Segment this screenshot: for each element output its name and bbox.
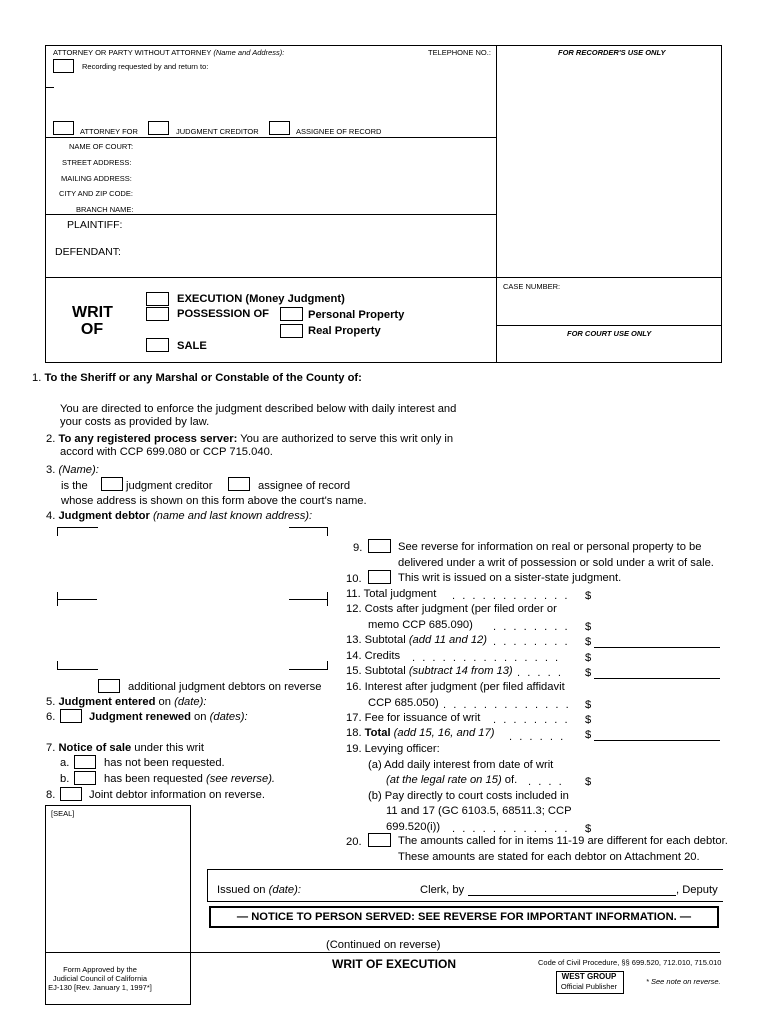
item-7a-label: has not been requested.: [104, 757, 225, 769]
item-18-leader: . . . . . .: [509, 731, 566, 743]
item-17-label: 17. Fee for issuance of writ: [346, 712, 481, 724]
sale-checkbox[interactable]: [146, 338, 169, 352]
additional-debtors-checkbox[interactable]: [98, 679, 120, 693]
item-19a-line2: [386, 774, 517, 786]
item-1-body-line1: You are directed to enforce the judgment described below with daily interest and: [60, 403, 457, 415]
code-reference: Code of Civil Procedure, §§ 699.520, 712.010, 715.010: [538, 958, 722, 967]
item-18-label: [346, 727, 494, 739]
real-property-label: Real Property: [308, 325, 381, 337]
debtor-bracket-tl: [57, 527, 98, 536]
item-18-number: 18.: [346, 727, 365, 739]
item-3-jc-checkbox[interactable]: [101, 477, 123, 491]
item-10-label: This writ is issued on a sister-state judgment.: [398, 572, 622, 584]
header-divider-court: [45, 214, 497, 215]
item-9-checkbox[interactable]: [368, 539, 391, 553]
item-19a-hint: (at the legal rate on 15): [386, 774, 502, 786]
execution-checkbox[interactable]: [146, 292, 169, 306]
approval-block: [30, 965, 170, 992]
item-15-hint: (subtract 14 from 13): [408, 665, 513, 677]
continued-label: (Continued on reverse): [326, 939, 441, 951]
item-3-jc-label: judgment creditor: [126, 480, 213, 492]
item-19-label: 19. Levying officer:: [346, 743, 440, 755]
item-5: [46, 696, 206, 708]
debtor-bracket-mr-line: [289, 599, 327, 600]
item-3-assignee-label: assignee of record: [258, 480, 351, 492]
execution-label: EXECUTION (Money Judgment): [177, 293, 345, 305]
attorney-label-text: ATTORNEY OR PARTY WITHOUT ATTORNEY: [53, 48, 212, 57]
item-18-dollar: $: [585, 729, 592, 741]
item-6-checkbox[interactable]: [60, 709, 82, 723]
item-6-number: 6.: [46, 711, 56, 723]
item-11-label: 11. Total judgment: [346, 588, 437, 600]
item-5-bold: Judgment entered: [58, 696, 156, 708]
item-8-checkbox[interactable]: [60, 787, 82, 801]
item-1-text: To the Sheriff or any Marshal or Constable of the County of:: [44, 372, 362, 384]
debtor-bracket-br: [289, 661, 328, 670]
item-7b-text: has been requested: [104, 773, 207, 785]
item-12-leader: . . . . . . . .: [493, 621, 570, 633]
item-16-label-line1: 16. Interest after judgment (per filed affidavit: [346, 681, 565, 693]
item-9-number: 9.: [353, 542, 363, 554]
judgment-creditor-label: JUDGMENT CREDITOR: [176, 127, 259, 136]
item-7a-letter: a.: [60, 757, 70, 769]
item-20-line1: The amounts called for in items 11-19 are different for each debtor.: [398, 835, 728, 847]
item-15-dollar: $: [585, 667, 592, 679]
recorder-use-label: FOR RECORDER'S USE ONLY: [558, 48, 666, 57]
see-note: * See note on reverse.: [646, 977, 721, 986]
item-8-number: 8.: [46, 789, 56, 801]
publisher-line1: WEST GROUP: [561, 972, 617, 981]
item-9-line1: See reverse for information on real or personal property to be: [398, 541, 702, 553]
item-19b-line1: (b) Pay directly to court costs included in: [368, 790, 569, 802]
item-2-number: 2.: [46, 433, 56, 445]
item-9-line2: delivered under a writ of possession or sold under a writ of sale.: [398, 557, 714, 569]
form-title: WRIT OF EXECUTION: [332, 957, 456, 971]
item-3: [46, 464, 99, 476]
possession-checkbox[interactable]: [146, 307, 169, 321]
possession-label: POSSESSION OF: [177, 308, 270, 320]
issued-on-text: Issued on: [217, 884, 269, 896]
clerk-by-label: Clerk, by: [420, 884, 465, 896]
item-8-label: Joint debtor information on reverse.: [89, 789, 265, 801]
item-3-name-label: (Name):: [58, 464, 99, 476]
item-17-leader: . . . . . . . .: [493, 714, 570, 726]
plaintiff-label: PLAINTIFF:: [67, 219, 123, 231]
item-7-number: 7.: [46, 742, 56, 754]
sale-label: SALE: [177, 340, 207, 352]
item-19a-line1: (a) Add daily interest from date of writ: [368, 759, 554, 771]
item-18-hint: (add 15, 16, and 17): [390, 727, 495, 739]
approval-line3: EJ-130 [Rev. January 1, 1997*]: [48, 983, 152, 992]
item-11-dollar: $: [585, 590, 592, 602]
item-4-number: 4.: [46, 510, 56, 522]
item-13-amount-line[interactable]: [594, 647, 720, 648]
item-6: [89, 711, 248, 723]
item-5-on: on: [155, 696, 175, 708]
approval-line1: Form Approved by the: [63, 965, 137, 974]
item-12-label-line1: 12. Costs after judgment (per filed order or: [346, 603, 557, 615]
item-20-line2: These amounts are stated for each debtor on Attachment 20.: [398, 851, 700, 863]
item-4-bold: Judgment debtor: [58, 510, 150, 522]
item-3-number: 3.: [46, 464, 56, 476]
attorney-label: [53, 48, 284, 57]
item-2-line2: accord with CCP 699.080 or CCP 715.040.: [60, 446, 273, 458]
debtor-bracket-ml-line: [57, 599, 97, 600]
writ-title: [72, 304, 112, 338]
item-19a-dollar: $: [585, 776, 592, 788]
assignee-label: ASSIGNEE OF RECORD: [296, 127, 382, 136]
recording-checkbox[interactable]: [53, 59, 74, 73]
item-20-checkbox[interactable]: [368, 833, 391, 847]
item-2-bold: To any registered process server:: [58, 433, 238, 445]
item-7b-checkbox[interactable]: [74, 771, 96, 785]
writ-title-line2: OF: [80, 321, 104, 338]
footer-rule: [45, 952, 720, 953]
item-15-leader: . . . . .: [517, 667, 563, 679]
item-13-leader: . . . . . . . .: [493, 636, 570, 648]
item-14-leader: . . . . . . . . . . . . . . .: [412, 652, 561, 664]
publisher-line2: Official Publisher: [560, 982, 618, 991]
header-divider-court-use: [496, 325, 722, 326]
personal-property-label: Personal Property: [308, 309, 405, 321]
item-12-dollar: $: [585, 621, 592, 633]
deputy-label: , Deputy: [676, 884, 718, 896]
item-19a-text: of.: [501, 774, 518, 786]
street-address-label: STREET ADDRESS:: [62, 158, 132, 167]
item-16-leader: . . . . . . . . . . . . .: [443, 699, 571, 711]
debtor-bracket-tr: [289, 527, 328, 536]
item-6-hint: (dates):: [209, 711, 248, 723]
item-5-hint: (date):: [174, 696, 207, 708]
court-use-label: FOR COURT USE ONLY: [567, 329, 652, 338]
real-property-checkbox[interactable]: [280, 324, 303, 338]
item-18-bold: Total: [364, 727, 391, 739]
item-7b-hint: (see reverse).: [206, 773, 276, 785]
issued-on-label: [217, 884, 301, 896]
item-7-bold: Notice of sale: [58, 742, 132, 754]
defendant-label: DEFENDANT:: [55, 246, 121, 258]
item-13-hint: (add 11 and 12): [408, 634, 487, 646]
item-17-dollar: $: [585, 714, 592, 726]
item-1-body-line2: your costs as provided by law.: [60, 416, 210, 428]
item-16-label-line2: CCP 685.050): [368, 697, 439, 709]
item-18-amount-line[interactable]: [594, 740, 720, 741]
item-7b-letter: b.: [60, 773, 70, 785]
seal-label: [SEAL]: [51, 809, 75, 818]
item-13-label: [346, 634, 487, 646]
item-15-text: 15. Subtotal: [346, 665, 409, 677]
item-14-label: 14. Credits: [346, 650, 401, 662]
additional-debtors-label: additional judgment debtors on reverse: [128, 681, 322, 693]
judgment-creditor-checkbox[interactable]: [148, 121, 169, 135]
item-2-text: You are authorized to serve this writ only in: [237, 433, 454, 445]
item-13-text: 13. Subtotal: [346, 634, 409, 646]
item-19b-line2: 11 and 17 (GC 6103.5, 68511.3; CCP: [386, 805, 572, 817]
item-19b-line3: 699.520(i)): [386, 821, 441, 833]
attorney-label-hint: (Name and Address):: [213, 48, 285, 57]
item-3-line3: whose address is shown on this form above the court's name.: [61, 495, 367, 507]
item-12-label-line2: memo CCP 685.090): [368, 619, 473, 631]
item-5-number: 5.: [46, 696, 56, 708]
telephone-label: TELEPHONE NO.:: [428, 48, 491, 57]
debtor-bracket-bl: [57, 661, 98, 670]
branch-name-label: BRANCH NAME:: [76, 205, 134, 214]
assignee-checkbox[interactable]: [269, 121, 290, 135]
item-3-is-the: is the: [61, 480, 88, 492]
clerk-signature-line[interactable]: [468, 895, 676, 896]
header-right-divider: [496, 45, 497, 363]
personal-property-checkbox[interactable]: [280, 307, 303, 321]
header-divider-recorder: [45, 137, 497, 138]
item-20-number: 20.: [346, 836, 362, 848]
header-divider-parties: [45, 277, 722, 278]
item-4-hint: (name and last known address):: [152, 510, 313, 522]
attorney-for-label: ATTORNEY FOR: [80, 127, 138, 136]
item-6-bold: Judgment renewed: [89, 711, 191, 723]
address-bracket-mark: [45, 87, 54, 88]
attorney-for-checkbox[interactable]: [53, 121, 74, 135]
item-7: [46, 742, 204, 754]
item-16-dollar: $: [585, 699, 592, 711]
item-3-assignee-checkbox[interactable]: [228, 477, 250, 491]
item-10-checkbox[interactable]: [368, 570, 391, 584]
notice-text: — NOTICE TO PERSON SERVED: SEE REVERSE FOR IMPORTANT INFORMATION. —: [236, 911, 692, 923]
item-2: [46, 433, 453, 445]
item-19b-dollar: $: [585, 823, 592, 835]
item-13-dollar: $: [585, 636, 592, 648]
item-15-amount-line[interactable]: [594, 678, 720, 679]
mailing-address-label: MAILING ADDRESS:: [61, 174, 132, 183]
recording-label: Recording requested by and return to:: [82, 62, 209, 71]
item-1: [32, 372, 362, 384]
issued-on-hint: (date):: [268, 884, 301, 896]
writ-title-line1: WRIT: [72, 304, 113, 321]
item-7b-label: [104, 773, 275, 785]
item-19b-leader: . . . . . . . . . . . .: [452, 823, 570, 835]
item-1-number: 1.: [32, 372, 42, 384]
name-of-court-label: NAME OF COURT:: [69, 142, 134, 151]
item-7-text: under this writ: [131, 742, 204, 754]
city-zip-label: CITY AND ZIP CODE:: [59, 189, 133, 198]
item-6-on: on: [190, 711, 210, 723]
item-4: [46, 510, 312, 522]
item-14-dollar: $: [585, 652, 592, 664]
item-10-number: 10.: [346, 573, 362, 585]
item-11-leader: . . . . . . . . . . . .: [452, 590, 570, 602]
item-15-label: [346, 665, 513, 677]
case-number-label: CASE NUMBER:: [503, 282, 561, 291]
approval-line2: Judicial Council of California: [52, 974, 148, 983]
item-19a-leader: . . . .: [528, 776, 564, 788]
item-7a-checkbox[interactable]: [74, 755, 96, 769]
